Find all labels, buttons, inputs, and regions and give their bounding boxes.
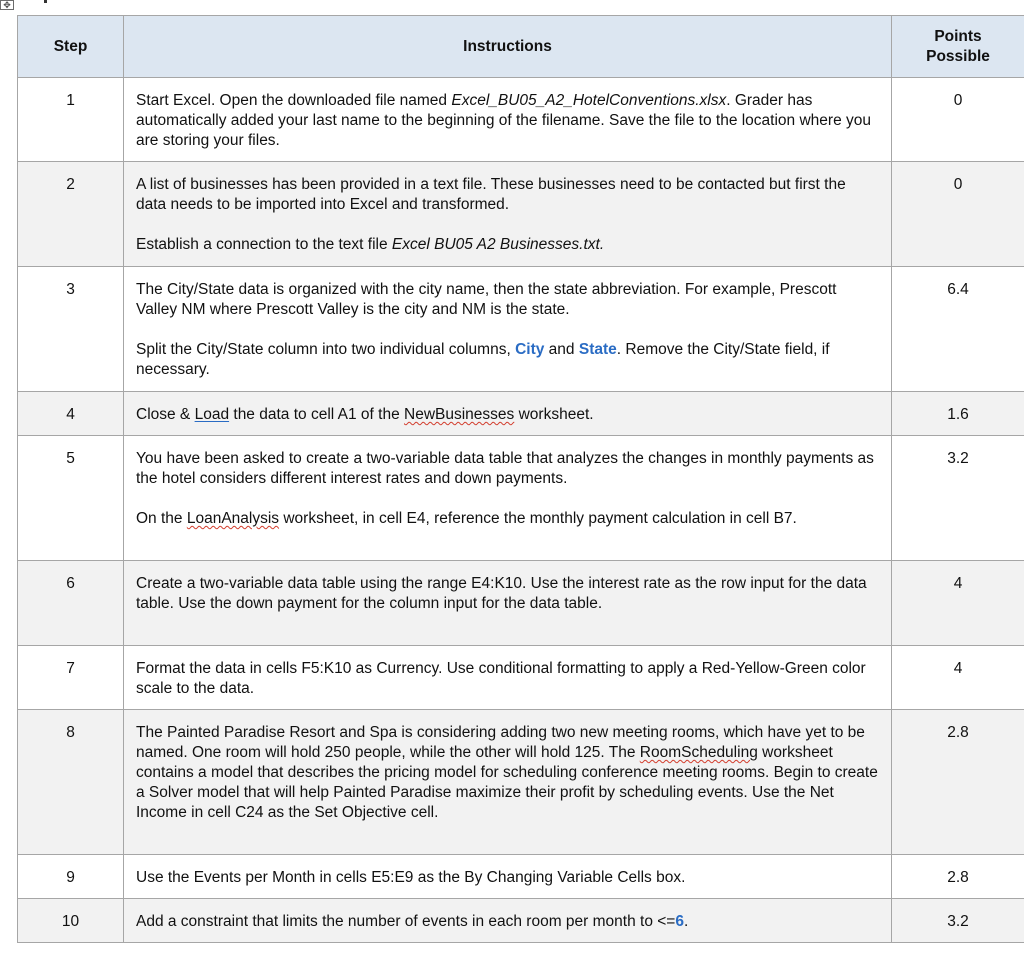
- instruction-text: Establish a connection to the text file: [136, 236, 392, 253]
- instruction-cell: [124, 392, 892, 436]
- instruction-paragraph: [136, 509, 879, 529]
- table-row: [18, 78, 1024, 162]
- points-value: 0: [892, 78, 1024, 162]
- instruction-text: The Painted Paradise Resort and Spa is considering adding two new meeting rooms, which have yet to be named. One room will hold 250 people, while the other will hold 125. The: [136, 724, 865, 761]
- instruction-paragraph: [136, 912, 879, 932]
- instruction-text: Start Excel. Open the downloaded file named: [136, 92, 452, 109]
- instruction-paragraph: [136, 91, 879, 151]
- step-number: 5: [18, 436, 124, 561]
- instruction-text: worksheet contains a model that describes the pricing model for scheduling conference meeting rooms. Begin to create a Solver model that will help Painted Paradise maximize their profit by scheduling events. Use the Net Income in cell C24 as the Set Objective cell.: [136, 744, 878, 821]
- worksheet-name: RoomScheduling: [639, 744, 758, 761]
- table-row: [18, 561, 1024, 646]
- instruction-paragraph: Use the Events per Month in cells E5:E9 as the By Changing Variable Cells box.: [136, 869, 686, 886]
- file-name: Excel BU05 A2 Businesses.txt.: [391, 236, 605, 253]
- decorative-tick: [44, 0, 47, 3]
- instruction-paragraph: [136, 405, 879, 425]
- worksheet-name: NewBusinesses: [404, 406, 515, 423]
- step-number: 2: [18, 162, 124, 267]
- instruction-text: worksheet, in cell E4, reference the monthly payment calculation in cell B7.: [279, 510, 797, 527]
- step-number: 1: [18, 78, 124, 162]
- instruction-text: . Grader has automatically added your last name to the beginning of the filename. Save the file to the location where you are storing your files.: [136, 92, 871, 149]
- instruction-cell: [124, 162, 892, 267]
- instruction-paragraph: [136, 235, 879, 255]
- step-number: 3: [18, 267, 124, 392]
- instruction-cell: [124, 855, 892, 899]
- instruction-text: Add a constraint that limits the number of events in each room per month to <=: [136, 913, 676, 930]
- file-name: Excel_BU05_A2_HotelConventions.xlsx: [451, 92, 727, 109]
- table-header-row: [18, 16, 1024, 78]
- table-row: [18, 855, 1024, 899]
- instruction-text: . Remove the City/State field, if necessary.: [136, 341, 830, 378]
- instruction-text: Split the City/State column into two individual columns,: [136, 341, 516, 358]
- instruction-text: the data to cell A1 of the: [229, 406, 405, 423]
- points-value: 3.2: [892, 436, 1024, 561]
- instruction-cell: [124, 78, 892, 162]
- points-value: 4: [892, 561, 1024, 646]
- table-move-handle-icon[interactable]: ✥: [0, 0, 14, 10]
- step-number: 8: [18, 710, 124, 855]
- points-value: 1.6: [892, 392, 1024, 436]
- points-value: 3.2: [892, 899, 1024, 943]
- instruction-paragraph: You have been asked to create a two-variable data table that analyzes the changes in monthly payments as the hotel considers different interest rates and down payments.: [136, 450, 874, 487]
- assignment-steps-table: [17, 15, 1024, 943]
- points-header-line2: Possible: [926, 47, 990, 65]
- instruction-text: On the: [136, 510, 187, 527]
- column-header-points: [892, 16, 1024, 78]
- table-row: [18, 267, 1024, 392]
- column-header-instructions: Instructions: [124, 16, 892, 78]
- step-number: 9: [18, 855, 124, 899]
- instruction-paragraph: [136, 723, 879, 823]
- step-number: 4: [18, 392, 124, 436]
- instruction-paragraph: A list of businesses has been provided in a text file. These businesses need to be contacted but first the data needs to be imported into Excel and transformed.: [136, 176, 846, 213]
- instruction-cell: [124, 710, 892, 855]
- instruction-paragraph: Create a two-variable data table using the range E4:K10. Use the interest rate as the row input for the data table. Use the down payment for the column input for the data table.: [136, 575, 867, 612]
- points-value: 0: [892, 162, 1024, 267]
- table-row: [18, 392, 1024, 436]
- table-row: [18, 646, 1024, 710]
- highlight-state: State: [578, 341, 617, 358]
- table-row: [18, 162, 1024, 267]
- table-row: [18, 436, 1024, 561]
- points-header-line1: Points: [934, 27, 982, 45]
- instruction-text: .: [683, 913, 689, 930]
- instruction-cell: [124, 561, 892, 646]
- instruction-cell: [124, 436, 892, 561]
- instruction-paragraph: The City/State data is organized with the city name, then the state abbreviation. For example, Prescott Valley NM where Prescott Valley is the city and NM is the state.: [136, 281, 837, 318]
- instruction-cell: [124, 646, 892, 710]
- step-number: 10: [18, 899, 124, 943]
- worksheet-name: LoanAnalysis: [186, 510, 280, 527]
- points-value: 2.8: [892, 855, 1024, 899]
- step-number: 6: [18, 561, 124, 646]
- instruction-text: worksheet.: [514, 406, 594, 423]
- highlight-number: 6: [675, 913, 684, 930]
- table-row: [18, 710, 1024, 855]
- step-number: 7: [18, 646, 124, 710]
- instruction-cell: [124, 267, 892, 392]
- instruction-text: and: [544, 341, 579, 358]
- points-value: 4: [892, 646, 1024, 710]
- column-header-step: Step: [18, 16, 124, 78]
- instruction-paragraph: Format the data in cells F5:K10 as Currency. Use conditional formatting to apply a Red-Yellow-Green color scale to the data.: [136, 660, 866, 697]
- instruction-paragraph: [136, 340, 879, 380]
- points-value: 6.4: [892, 267, 1024, 392]
- instruction-text: Close &: [136, 406, 195, 423]
- highlight-city: City: [515, 341, 545, 358]
- load-term: Load: [194, 406, 230, 423]
- points-value: 2.8: [892, 710, 1024, 855]
- table-row: [18, 899, 1024, 943]
- instruction-cell: [124, 899, 892, 943]
